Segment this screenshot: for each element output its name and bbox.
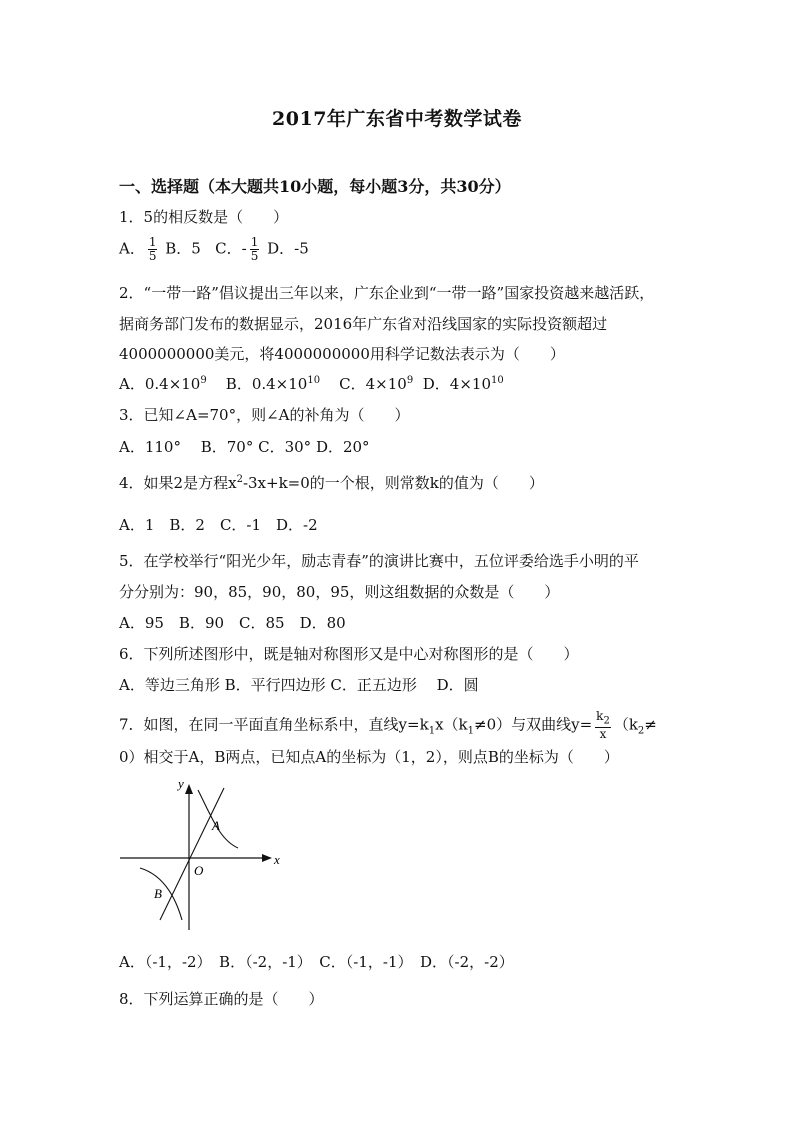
q1-option-a-fraction <box>148 236 158 263</box>
question-5-line-1: 5．在学校举行“阳光少年，励志青春”的演讲比赛中，五位评委给选手小明的平 <box>119 552 639 570</box>
q2-option-b: B．0.4×10 <box>225 375 308 393</box>
q7-subscript-2: 1 <box>467 725 474 737</box>
fraction-denominator: x <box>599 727 607 742</box>
q2-option-c-exponent: 9 <box>406 375 414 386</box>
question-7-line-2: 0）相交于A，B两点，已知点A的坐标为（1，2），则点B的坐标为（ ） <box>119 748 619 766</box>
fraction-numerator-k: k <box>596 709 604 723</box>
question-5-options: A．95 B．90 C．85 D．80 <box>119 614 346 632</box>
q7-line1-part-c: ≠0）与双曲线y= <box>474 715 593 734</box>
q7-subscript-1: 1 <box>428 725 436 737</box>
question-6-options: A．等边三角形 B．平行四边形 C．正五边形 D．圆 <box>119 676 479 694</box>
question-2-line-2: 据商务部门发布的数据显示，2016年广东省对沿线国家的实际投资额超过 <box>119 315 608 333</box>
fraction-numerator-subscript: 2 <box>603 715 610 727</box>
q2-option-d-exponent: 10 <box>491 375 504 386</box>
page-title: 2017年广东省中考数学试卷 <box>272 108 522 130</box>
question-1-stem: 1．5的相反数是（ ） <box>119 208 289 226</box>
question-2-line-1: 2．“一带一路”倡议提出三年以来，广东企业到“一带一路”国家投资越来越活跃， <box>119 284 655 302</box>
q1-option-c-prefix: C．- <box>215 239 247 258</box>
point-a-label: A <box>212 818 220 833</box>
q7-line1-part-e: ≠ <box>644 715 657 734</box>
q4-stem-exponent: 2 <box>236 474 243 485</box>
question-4-options: A．1 B．2 C．-1 D．-2 <box>119 516 318 534</box>
q4-stem-part-2: -3x+k=0的一个根，则常数k的值为（ ） <box>242 474 544 492</box>
q4-stem-part-1: 4．如果2是方程x <box>119 474 237 492</box>
fraction-numerator <box>595 710 611 728</box>
fraction-numerator: 1 <box>148 235 157 249</box>
question-1-options <box>119 236 309 263</box>
q7-fraction <box>595 710 611 741</box>
q2-option-a-exponent: 9 <box>200 375 207 386</box>
q7-line1-part-d: （k <box>613 715 638 734</box>
y-axis-arrow <box>185 784 193 794</box>
question-4-stem <box>119 472 544 493</box>
point-b-label: B <box>154 886 162 901</box>
fraction-numerator: 1 <box>250 235 259 249</box>
origin-label: O <box>194 863 204 878</box>
q1-option-b: B．5 <box>165 239 201 258</box>
q7-subscript-3: 2 <box>637 725 645 737</box>
q1-option-c-fraction <box>250 236 260 263</box>
q7-line1-part-b: x（k <box>435 715 468 734</box>
y-axis-label: y <box>178 776 184 791</box>
question-5-line-2: 分分别为：90，85，90，80，95，则这组数据的众数是（ ） <box>119 583 560 601</box>
section-heading: 一、选择题（本大题共10小题，每小题3分，共30分） <box>119 177 511 196</box>
question-2-line-3: 4000000000美元，将4000000000用科学记数法表示为（ ） <box>119 345 565 363</box>
q1-option-a-prefix: A． <box>119 239 145 258</box>
q7-line1-part-a: 7．如图，在同一平面直角坐标系中，直线y=k <box>119 715 429 734</box>
line-y-k1x <box>160 788 224 920</box>
q2-option-b-exponent: 10 <box>307 375 321 386</box>
question-2-options <box>119 373 504 394</box>
x-axis-label: x <box>274 852 280 867</box>
fraction-denominator: 5 <box>250 249 259 263</box>
coordinate-figure <box>116 770 286 936</box>
q2-option-a: A．0.4×10 <box>119 375 201 393</box>
x-axis-arrow <box>262 854 272 862</box>
question-7-options: A．（-1，-2） B．（-2，-1） C．（-1，-1） D．（-2，-2） <box>119 953 514 971</box>
question-3-stem: 3．已知∠A=70°，则∠A的补角为（ ） <box>119 406 410 424</box>
q1-option-d: D．-5 <box>267 239 309 258</box>
question-7-line-1 <box>119 710 657 741</box>
q2-option-c: C．4×10 <box>339 375 407 393</box>
question-8-stem: 8．下列运算正确的是（ ） <box>119 990 324 1008</box>
fraction-denominator: 5 <box>148 249 157 263</box>
q2-option-d: D．4×10 <box>422 375 491 393</box>
question-6-stem: 6．下列所述图形中，既是轴对称图形又是中心对称图形的是（ ） <box>119 645 579 663</box>
question-3-options: A．110° B．70° C．30° D．20° <box>119 438 370 456</box>
